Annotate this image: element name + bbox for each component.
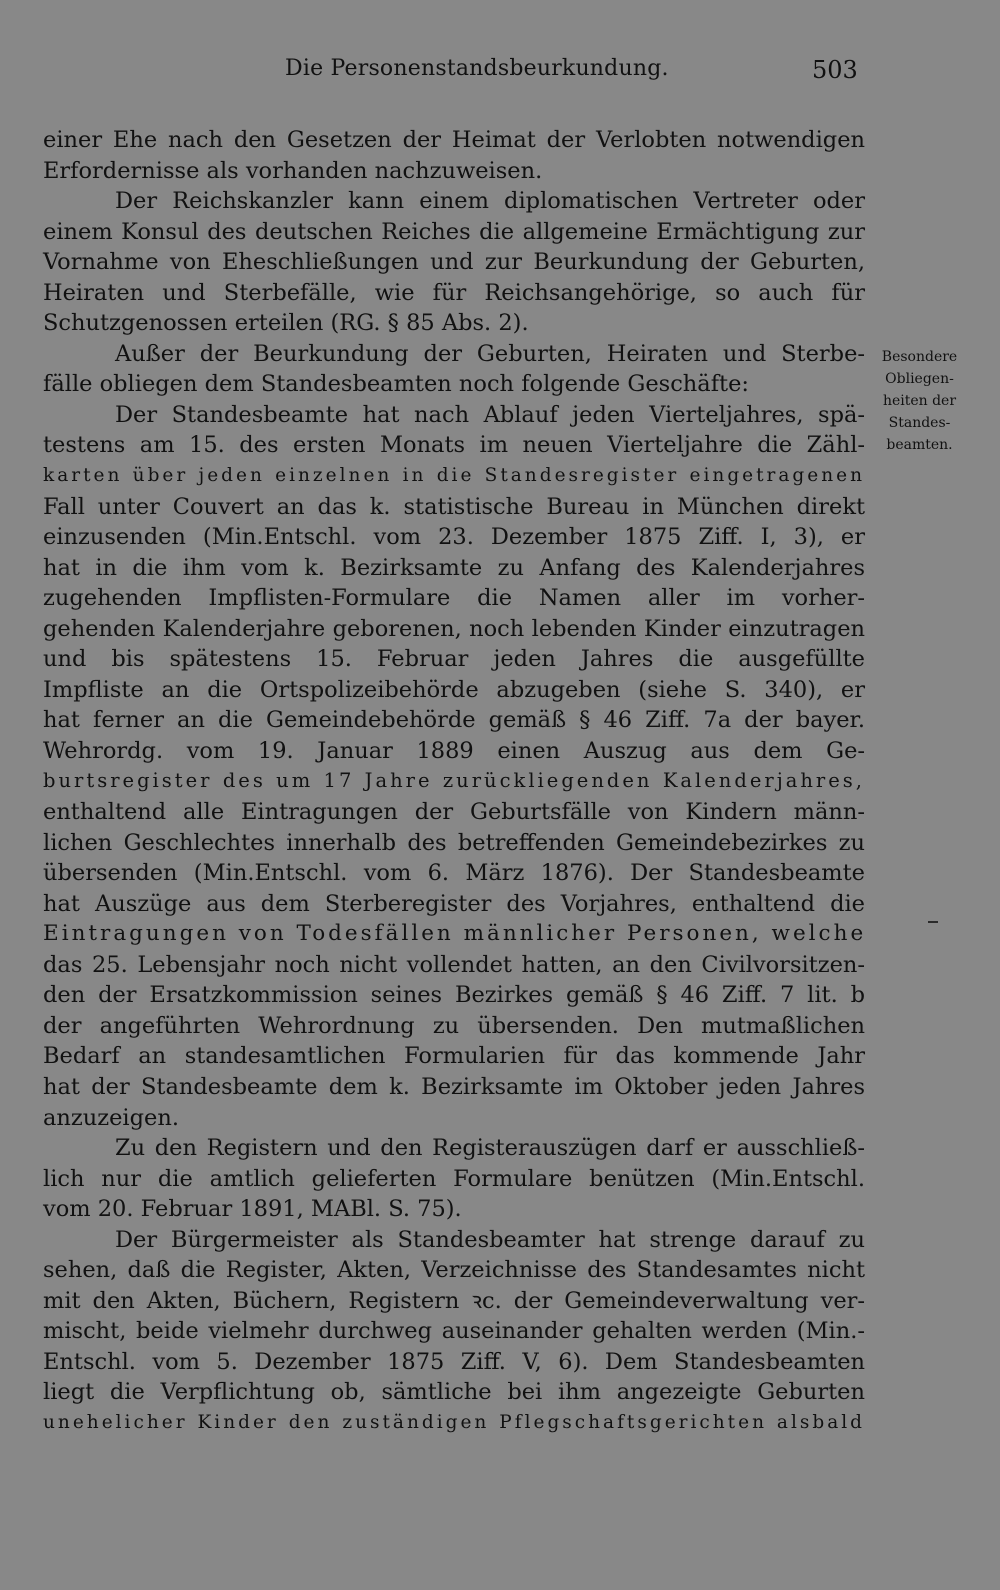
text-line: liegt die Verpflichtung ob, sämtliche bei ihm angezeigte Geburten [43, 1379, 865, 1406]
text-line: fälle obliegen dem Standesbeamten noch folgende Geschäfte: [43, 371, 749, 398]
text-line: zugehenden Impflisten-Formulare die Namen aller im vorher- [43, 585, 865, 612]
text-line: unehelicher Kinder den zuständigen Pflegschaftsgerichten alsbald [43, 1411, 865, 1433]
text-line: Schutzgenossen erteilen (RG. § 85 Abs. 2). [43, 310, 529, 337]
text-line: lichen Geschlechtes innerhalb des betreffenden Gemeindebezirkes zu [43, 829, 865, 856]
text-line: hat in die ihm vom k. Bezirksamte zu Anfang des Kalenderjahres [43, 554, 865, 581]
text-line: mischt, beide vielmehr durchweg auseinander gehalten werden (Min.- [43, 1318, 865, 1345]
text-line: Entschl. vom 5. Dezember 1875 Ziff. V, 6). Dem Standesbeamten [43, 1348, 865, 1375]
text-line: einem Konsul des deutschen Reiches die allgemeine Ermächtigung zur [43, 218, 865, 245]
text-line: und bis spätestens 15. Februar jeden Jahres die ausgefüllte [43, 646, 865, 673]
text-line: hat ferner an die Gemeindebehörde gemäß § 46 Ziff. 7a der bayer. [43, 707, 865, 734]
page-number: 503 [812, 56, 858, 84]
text-line: karten über jeden einzelnen in die Standesregister eingetragenen [43, 465, 865, 487]
text-line: gehenden Kalenderjahre geborenen, noch lebenden Kinder einzutragen [43, 615, 865, 642]
margin-note-line: Standes- [888, 415, 951, 431]
text-line: testens am 15. des ersten Monats im neuen Vierteljahre die Zähl- [43, 432, 865, 459]
text-line: Der Reichskanzler kann einem diplomatischen Vertreter oder [115, 188, 865, 215]
text-line: Wehrordg. vom 19. Januar 1889 einen Auszug aus dem Ge- [43, 737, 865, 764]
text-line: vom 20. Februar 1891, MABl. S. 75). [43, 1196, 462, 1223]
text-line: der angeführten Wehrordnung zu übersenden. Den mutmaßlichen [43, 1012, 865, 1039]
text-line: Eintragungen von Todesfällen männlicher Personen, welche [43, 921, 867, 947]
text-line: Zu den Registern und den Registerauszügen darf er ausschließ- [115, 1135, 865, 1162]
text-line: den der Ersatzkommission seines Bezirkes gemäß § 46 Ziff. 7 lit. b [43, 982, 865, 1009]
text-line: enthaltend alle Eintragungen der Geburtsfälle von Kindern männ- [43, 799, 865, 826]
text-line: übersenden (Min.Entschl. vom 6. März 1876). Der Standesbeamte [43, 860, 865, 887]
text-line: Impfliste an die Ortspolizeibehörde abzugeben (siehe S. 340), er [43, 676, 865, 703]
text-line: einer Ehe nach den Gesetzen der Heimat der Verlobten notwendigen [43, 127, 865, 153]
margin-note-line: beamten. [886, 437, 953, 453]
body-text [43, 125, 865, 1439]
text-line: hat der Standesbeamte dem k. Bezirksamte im Oktober jeden Jahres [43, 1073, 865, 1100]
text-line: Der Bürgermeister als Standesbeamter hat strenge darauf zu [115, 1226, 865, 1253]
text-line: Bedarf an standesamtlichen Formularien für das kommende Jahr [43, 1043, 865, 1070]
margin-note-line: Besondere [881, 349, 958, 365]
text-line: mit den Akten, Büchern, Registern ꝛc. der Gemeindeverwaltung ver- [43, 1287, 865, 1314]
text-line: burtsregister des um 17 Jahre zurückliegenden Kalenderjahres, [43, 769, 865, 793]
text-line: Fall unter Couvert an das k. statistische Bureau in München direkt [43, 493, 865, 520]
margin-mark [928, 921, 938, 923]
text-line: anzuzeigen. [43, 1104, 179, 1131]
text-line: hat Auszüge aus dem Sterberegister des Vorjahres, enthaltend die [43, 890, 865, 917]
text-line: Heiraten und Sterbefälle, wie für Reichsangehörige, so auch für [43, 279, 865, 306]
text-line: sehen, daß die Register, Akten, Verzeichnisse des Standesamtes nicht [43, 1257, 865, 1284]
margin-note-line: Obliegen- [885, 371, 954, 387]
margin-note-line: heiten der [882, 393, 957, 409]
text-line: Der Standesbeamte hat nach Ablauf jeden Vierteljahres, spä- [115, 401, 865, 428]
text-line: Außer der Beurkundung der Geburten, Heiraten und Sterbe- [115, 340, 865, 367]
text-line: das 25. Lebensjahr noch nicht vollendet hatten, an den Civilvorsitzen- [43, 951, 865, 978]
text-line: lich nur die amtlich gelieferten Formulare benützen (Min.Entschl. [43, 1165, 865, 1192]
text-line: Erfordernisse als vorhanden nachzuweisen. [43, 157, 543, 184]
text-line: einzusenden (Min.Entschl. vom 23. Dezember 1875 Ziff. I, 3), er [43, 524, 865, 551]
text-line: Vornahme von Eheschließungen und zur Beurkundung der Geburten, [43, 249, 865, 276]
running-title: Die Personenstandsbeurkundung. [285, 56, 669, 81]
margin-note [872, 346, 967, 456]
